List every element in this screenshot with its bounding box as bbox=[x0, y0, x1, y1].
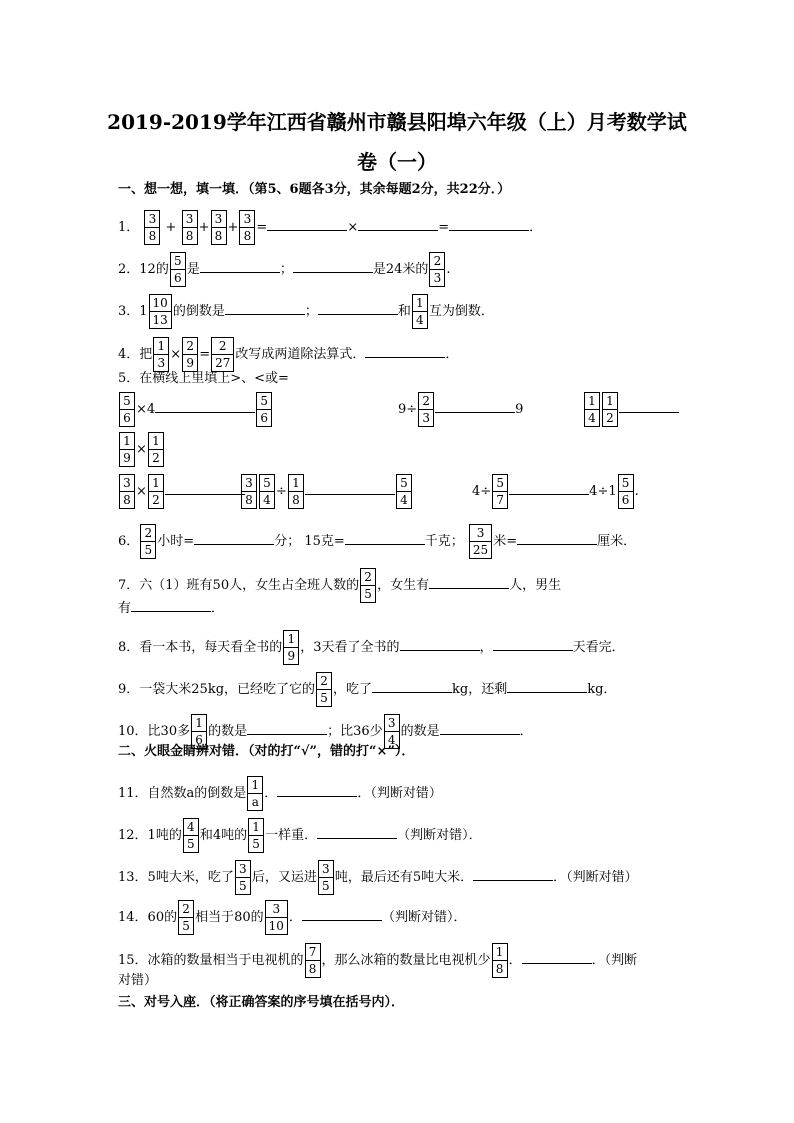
fraction: $\frac{10}{13}$ bbox=[149, 294, 172, 329]
answer-blank[interactable] bbox=[247, 722, 327, 735]
fraction: $\frac{5}{6}$ bbox=[170, 252, 186, 287]
fraction: $\frac{2}{9}$ bbox=[182, 337, 198, 372]
answer-blank[interactable] bbox=[619, 400, 679, 413]
answer-blank[interactable] bbox=[365, 345, 445, 358]
fraction: $\frac{3}{4}$ bbox=[384, 714, 400, 749]
answer-blank[interactable] bbox=[440, 722, 520, 735]
fraction: $\frac{1}{a}$ bbox=[247, 776, 263, 811]
question-14: 14．60的 $\frac{2}{5}$ 相当于80的 $\frac{3}{10}$ ． （判断对错）． bbox=[118, 902, 467, 933]
fraction: $\frac{2}{27}$ bbox=[211, 337, 234, 372]
section-2-heading: 二、火眼金睛辨对错．（对的打“√”，错的打“×”）． bbox=[118, 744, 415, 759]
answer-blank[interactable] bbox=[318, 302, 398, 315]
fraction: $\frac{3}{8}$ bbox=[182, 210, 198, 245]
question-5: 5．在横线上里填上>、<或= bbox=[118, 371, 289, 386]
fraction: $\frac{1}{2}$ bbox=[602, 392, 618, 427]
fraction: $\frac{3}{25}$ bbox=[469, 524, 492, 559]
fraction: $\frac{5}{4}$ bbox=[396, 474, 412, 509]
question-3: 3．1 $\frac{10}{13}$ 的倒数是 ； 和 $\frac{1}{4}$ 互为倒数． bbox=[118, 296, 494, 327]
fraction: $\frac{5}{6}$ bbox=[256, 392, 272, 427]
section-1-heading: 一、想一想，填一填．（第5、6题各3分，其余每题2分，共22分．） bbox=[118, 182, 511, 197]
answer-blank[interactable] bbox=[131, 599, 211, 612]
fraction: $\frac{1}{8}$ bbox=[288, 474, 304, 509]
q5-item-2: 9÷ $\frac{2}{3}$ 9 bbox=[398, 394, 524, 425]
fraction: $\frac{2}{5}$ bbox=[316, 672, 332, 707]
answer-blank[interactable] bbox=[400, 638, 480, 651]
answer-blank[interactable] bbox=[317, 826, 397, 839]
fraction: $\frac{4}{5}$ bbox=[183, 818, 199, 853]
question-1: 1． $\frac{3}{8}$ + $\frac{3}{8}$ + $\frac{3}{8}$ + $\frac{3}{8}$ = × = ． bbox=[118, 212, 543, 243]
fraction: $\frac{1}{9}$ bbox=[283, 630, 299, 665]
question-4: 4．把 $\frac{1}{3}$ × $\frac{2}{9}$ = $\frac{2}{27}$ 改写成两道除法算式． ． bbox=[118, 339, 459, 370]
question-15-cont: 对错） bbox=[118, 973, 158, 988]
question-2: 2．12的 $\frac{5}{6}$ 是 ； 是24米的 $\frac{2}{3}$ . bbox=[118, 254, 451, 285]
answer-blank[interactable] bbox=[267, 218, 347, 231]
fraction: $\frac{3}{5}$ bbox=[235, 860, 251, 895]
answer-blank[interactable] bbox=[522, 951, 592, 964]
section-3-heading: 三、对号入座．（将正确答案的序号填在括号内）． bbox=[118, 995, 405, 1010]
answer-blank[interactable] bbox=[507, 680, 587, 693]
answer-blank[interactable] bbox=[509, 482, 589, 495]
fraction: $\frac{2}{3}$ bbox=[429, 252, 445, 287]
question-7: 7．六（1）班有50人，女生占全班人数的 $\frac{2}{5}$ ，女生有 人，男生 bbox=[118, 570, 562, 601]
question-10: 10．比30多 $\frac{1}{6}$ 的数是 ；比36少 $\frac{3}{4}$ 的数是 ． bbox=[118, 716, 533, 747]
fraction: $\frac{5}{4}$ bbox=[259, 474, 275, 509]
answer-blank[interactable] bbox=[473, 868, 553, 881]
fraction: $\frac{3}{8}$ bbox=[239, 210, 255, 245]
question-12: 12．1吨的 $\frac{4}{5}$ 和4吨的 $\frac{1}{5}$ 一样重． （判断对错）． bbox=[118, 820, 482, 851]
answer-blank[interactable] bbox=[372, 680, 452, 693]
fraction: $\frac{3}{8}$ bbox=[144, 210, 160, 245]
answer-blank[interactable] bbox=[165, 482, 245, 495]
fraction: $\frac{1}{8}$ bbox=[492, 943, 508, 978]
fraction: $\frac{2}{5}$ bbox=[360, 568, 376, 603]
fraction: $\frac{2}{5}$ bbox=[178, 900, 194, 935]
fraction: $\frac{1}{2}$ bbox=[148, 432, 164, 467]
answer-blank[interactable] bbox=[429, 576, 509, 589]
page-title: 2019-2019学年江西省赣州市赣县阳埠六年级（上）月考数学试 bbox=[107, 110, 687, 134]
fraction: $\frac{5}{6}$ bbox=[119, 392, 135, 427]
fraction: $\frac{5}{6}$ bbox=[618, 474, 634, 509]
fraction: $\frac{3}{8}$ bbox=[211, 210, 227, 245]
answer-blank[interactable] bbox=[155, 400, 255, 413]
answer-blank[interactable] bbox=[435, 400, 515, 413]
fraction: $\frac{1}{9}$ bbox=[119, 432, 135, 467]
fraction: $\frac{3}{5}$ bbox=[318, 860, 334, 895]
q5-item-3 bbox=[583, 392, 679, 427]
q5-item-6: 4÷ $\frac{5}{7}$ 4÷1 $\frac{5}{6}$ . bbox=[472, 476, 639, 507]
fraction: $\frac{1}{3}$ bbox=[153, 337, 169, 372]
fraction: $\frac{5}{7}$ bbox=[492, 474, 508, 509]
q5-item-1: $\frac{5}{6}$ ×4 $\frac{5}{6}$ bbox=[118, 392, 273, 427]
question-8: 8．看一本书，每天看全书的 $\frac{1}{9}$ ，3天看了全书的 ， 天看完． bbox=[118, 632, 625, 663]
fraction: $\frac{1}{4}$ bbox=[584, 392, 600, 427]
answer-blank[interactable] bbox=[517, 532, 597, 545]
answer-blank[interactable] bbox=[302, 908, 382, 921]
question-13: 13．5吨大米，吃了 $\frac{3}{5}$ 后，又运进 $\frac{3}{5}$ 吨，最后还有5吨大米． ．（判断对错） bbox=[118, 862, 638, 893]
fraction: $\frac{3}{8}$ bbox=[241, 474, 257, 509]
fraction: $\frac{1}{5}$ bbox=[248, 818, 264, 853]
q5-item-3b: $\frac{1}{9}$ × $\frac{1}{2}$ bbox=[118, 432, 165, 467]
fraction: $\frac{2}{5}$ bbox=[140, 524, 156, 559]
q5-item-4: $\frac{3}{8}$ × $\frac{1}{2}$ bbox=[118, 474, 245, 509]
answer-blank[interactable] bbox=[225, 302, 305, 315]
fraction: $\frac{1}{2}$ bbox=[148, 474, 164, 509]
answer-blank[interactable] bbox=[345, 532, 425, 545]
fraction: $\frac{1}{6}$ bbox=[191, 714, 207, 749]
fraction: $\frac{1}{4}$ bbox=[412, 294, 428, 329]
answer-blank[interactable] bbox=[194, 532, 274, 545]
answer-blank[interactable] bbox=[358, 218, 438, 231]
answer-blank[interactable] bbox=[293, 260, 373, 273]
fraction: $\frac{3}{10}$ bbox=[265, 900, 288, 935]
answer-blank[interactable] bbox=[277, 784, 357, 797]
fraction: $\frac{3}{8}$ bbox=[119, 474, 135, 509]
answer-blank[interactable] bbox=[493, 638, 573, 651]
question-15: 15．冰箱的数量相当于电视机的 $\frac{7}{8}$ ，那么冰箱的数量比电视机少 $\frac{1}{8}$ ． ．（判断 bbox=[118, 945, 638, 976]
question-6: 6． $\frac{2}{5}$ 小时= 分； 15克= 千克； $\frac{3}{25}$ 米= 厘米． bbox=[118, 526, 637, 557]
question-11: 11．自然数a的倒数是 $\frac{1}{a}$ ． ．（判断对错） bbox=[118, 778, 442, 809]
answer-blank[interactable] bbox=[305, 482, 395, 495]
q5-item-5: $\frac{3}{8}$ $\frac{5}{4}$ ÷ $\frac{1}{8}$ $\frac{5}{4}$ bbox=[240, 474, 413, 509]
page-title-cont: 卷（一） bbox=[357, 150, 437, 174]
answer-blank[interactable] bbox=[200, 260, 280, 273]
question-9: 9．一袋大米25kg，已经吃了它的 $\frac{2}{5}$ ，吃了 kg，还剩 kg． bbox=[118, 674, 617, 705]
question-7-cont: 有 ． bbox=[118, 601, 225, 616]
answer-blank[interactable] bbox=[449, 218, 529, 231]
fraction: $\frac{2}{3}$ bbox=[418, 392, 434, 427]
fraction: $\frac{7}{8}$ bbox=[305, 943, 321, 978]
